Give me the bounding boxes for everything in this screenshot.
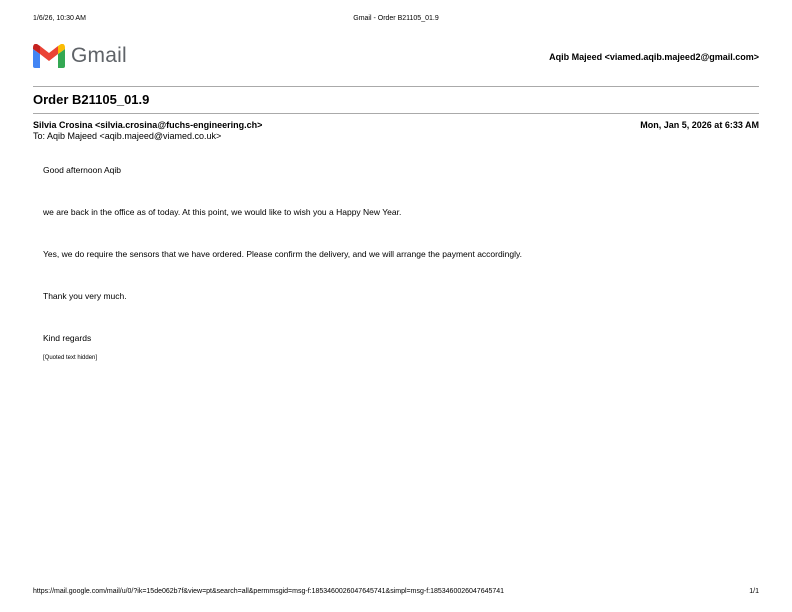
body-greeting: Good afternoon Aqib	[43, 165, 121, 175]
body-paragraph: we are back in the office as of today. At this point, we would like to wish you a Happy New Year.	[43, 207, 402, 217]
logo-row	[33, 44, 759, 72]
divider-subject	[33, 113, 759, 114]
quoted-text-toggle[interactable]: [Quoted text hidden]	[43, 355, 98, 361]
page-number: 1/1	[749, 588, 759, 595]
print-footer	[33, 588, 759, 598]
message-header	[33, 120, 759, 142]
message-date: Mon, Jan 5, 2026 at 6:33 AM	[640, 120, 759, 130]
sender[interactable]: Silvia Crosina <silvia.crosina@fuchs-engineering.ch>	[33, 120, 263, 130]
print-datetime: 1/6/26, 10:30 AM	[33, 15, 86, 22]
body-thanks: Thank you very much.	[43, 291, 127, 301]
account-label: Aqib Majeed <viamed.aqib.majeed2@gmail.com>	[549, 52, 759, 62]
body-paragraph: Yes, we do require the sensors that we have ordered. Please confirm the delivery, and we will arrange the payment accordingly.	[43, 249, 522, 259]
gmail-wordmark: Gmail	[71, 44, 127, 67]
email-subject: Order B21105_01.9	[33, 92, 150, 107]
recipient: To: Aqib Majeed <aqib.majeed@viamed.co.uk>	[33, 131, 222, 141]
print-header	[33, 15, 759, 25]
gmail-m-icon	[33, 44, 65, 68]
gmail-logo[interactable]	[33, 44, 127, 68]
body-signoff: Kind regards	[43, 333, 92, 343]
print-title: Gmail - Order B21105_01.9	[353, 15, 439, 22]
divider-top	[33, 86, 759, 87]
print-url: https://mail.google.com/mail/u/0/?ik=15de062b7f&view=pt&search=all&permmsgid=msg-f:1853460026047645741&simpl=msg-f:1853460026047645741	[33, 588, 505, 595]
